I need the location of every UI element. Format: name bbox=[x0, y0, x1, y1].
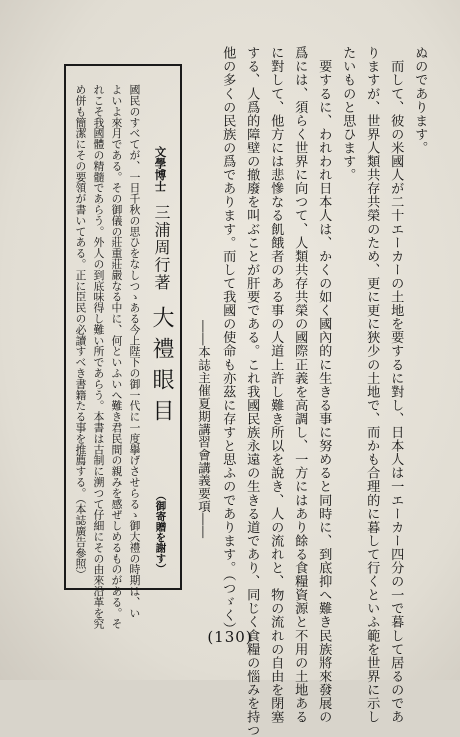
gift-note: （御寄贈を謝す） bbox=[154, 490, 167, 574]
notice-line-4: め併も簡潔にその要領が書いてある。正に臣民の必讀すべき書籍たる事を推薦する。（本誌廣告參照） bbox=[73, 84, 87, 580]
article-line-2: 而して、彼の米國人が二十エーカーの土地を要するに對し、日本人は一エーカー四分の一で暮して居るのであ bbox=[388, 46, 404, 724]
article-line-7: に對して、他方には悲慘なる飢餓者のある事の人道上許し難き所以を說き、人の流れと、物の流れの自由を閉塞 bbox=[268, 46, 284, 724]
article-line-8: する、人爲的障壁の撤廢を叫ぶことが肝要である。これ我國民族永遠の生きる道であり、同じく食糧の惱みを持つ bbox=[244, 46, 260, 737]
notice-line-2: よいよ來月である。その御儀の莊重莊嚴なる中に、何といふいへ難き君民間の親みを感ぜしめるものがある。そ bbox=[109, 84, 123, 629]
book-title: 大禮眼目 bbox=[149, 306, 174, 430]
page-number: (130) bbox=[207, 628, 253, 646]
notice-line-1: 國民のすべてが、一日千秋の思ひをなしつゝある今上陛下の御一代に一度擧げさせらるゝ御大禮の時期は、い bbox=[127, 84, 141, 619]
article-signature: ――本誌主催夏期講習會講義要項―― bbox=[196, 320, 212, 539]
book-notice-box bbox=[64, 64, 182, 629]
article-line-1: ぬのであります。 bbox=[412, 46, 428, 155]
article-line-4: たいものと思ひます。 bbox=[340, 46, 356, 182]
author-name: 三浦周行著 bbox=[152, 204, 171, 292]
article-line-6: 爲には、須らく世界に向つて、人類共存共榮の國際正義を高調し、一方にはあり餘る食糧資源と不用の土地ある bbox=[292, 46, 308, 724]
article-line-5: 要するに、われわれ日本人は、かくの如く國內的に生きる事に努めると同時に、到底抑へ難き民族將來發展の bbox=[316, 46, 332, 724]
article-line-3: りますが、世界人類共存共榮のため、更に更に狹少の土地で、而かも合理的に暮して行くといふ範を世界に示し bbox=[364, 46, 380, 724]
notice-line-3: れこそ我國體の精髓であらう。外人の到底味得し難い所であらう。本書は古制に溯つて仔細にその由來沿革を究 bbox=[91, 84, 105, 629]
author-title: 文學博士 bbox=[153, 146, 168, 192]
article-line-9: 他の多くの民族の爲であります。而して我國の使命も亦茲に存すと思ふのであります。（つゞく） bbox=[220, 46, 236, 636]
